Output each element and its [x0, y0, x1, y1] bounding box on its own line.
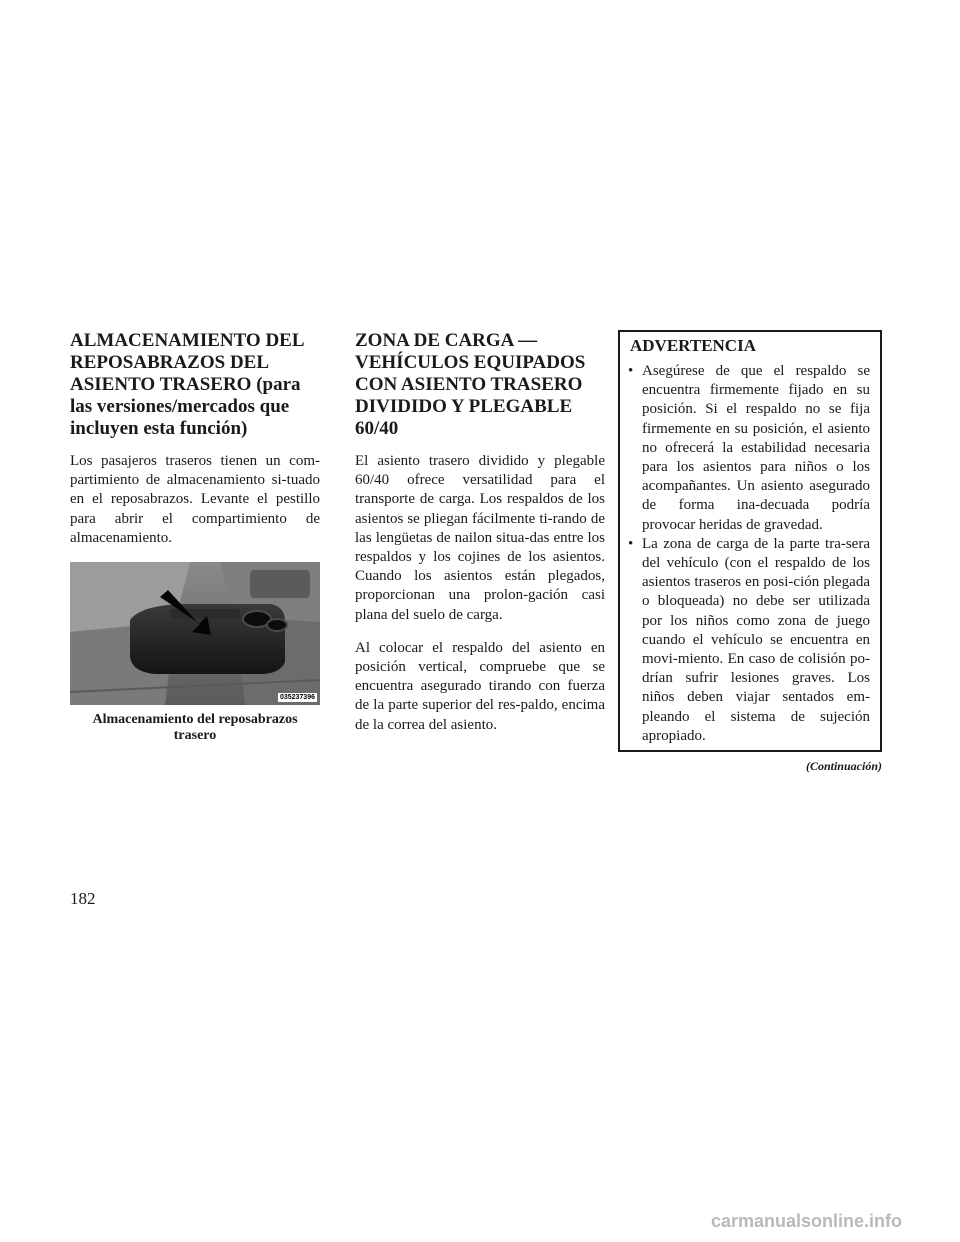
- warning-item: [630, 535, 870, 746]
- warning-item: [630, 362, 870, 535]
- cargo-area-heading: ZONA DE CARGA — VEHÍCULOS EQUIPADOS CON ASIENTO TRASERO DIVIDIDO Y PLEGABLE 60/40: [355, 330, 586, 439]
- photo-code: 035237396: [279, 694, 315, 702]
- photo-caption: Almacenamiento del reposabrazos trasero: [92, 712, 298, 744]
- warning-list: [630, 362, 870, 746]
- armrest-photo: [70, 562, 320, 705]
- warning-item-text: Asegúrese de que el respaldo se encuentra firmemente fijado en su posición. Si el respaldo no se fija firmemente en su posición, el asiento no ofrecerá la estabilidad necesaria para los asientos para niños o los acompañantes. Un asiento asegurado de forma ina-decuada podría provocar heridas de gravedad.: [642, 363, 870, 533]
- bullet-icon: •: [628, 535, 634, 552]
- watermark: carmanualsonline.info: [710, 1211, 902, 1231]
- cargo-area-paragraph-2: Al colocar el respaldo del asiento en posición vertical, compruebe que se encuentra asegurado tirando con fuerza de la parte superior del res-paldo, encima de la correa del asiento.: [355, 639, 605, 733]
- cargo-area-paragraph-1: El asiento trasero dividido y plegable 60/40 ofrece versatilidad para el transporte de carga. Los respaldos de los asientos se pliegan fácilmente ti-rando de las lengüetas de nailon situa-das entre los respaldos y los cojines de los asientos. Cuando los asientos están plegados, proporcionan una prolon-gación casi plana del suelo de carga.: [355, 453, 605, 623]
- bullet-icon: •: [628, 363, 634, 379]
- armrest-storage-heading: ALMACENAMIENTO DEL REPOSABRAZOS DEL ASIENTO TRASERO (para las versiones/mercados que incluyen esta función): [70, 330, 304, 439]
- middle-column: [355, 330, 605, 749]
- continuation-note: (Continuación): [805, 759, 882, 773]
- warning-item-text: La zona de carga de la parte tra-sera del vehículo (con el respaldo de los asientos traseros en posi-ción plegada o bloqueada) no debe ser utilizada por los niños como zona de juego cuando el vehículo se encuentra en movi-miento. En caso de colisión po-drían sufrir lesiones graves. Los niños deben viajar sentados em-pleando el sistema de sujeción apropiado.: [642, 535, 870, 744]
- armrest-storage-text: Los pasajeros traseros tienen un com-partimiento de almacenamiento si-tuado en el reposabrazos. Levante el pestillo para abrir el compartimiento de almacenamiento.: [70, 453, 320, 546]
- warning-title: ADVERTENCIA: [630, 336, 756, 355]
- page-number: 182: [70, 889, 96, 908]
- left-column: [70, 330, 320, 744]
- warning-box: [618, 330, 882, 752]
- armrest-illustration: [70, 562, 320, 705]
